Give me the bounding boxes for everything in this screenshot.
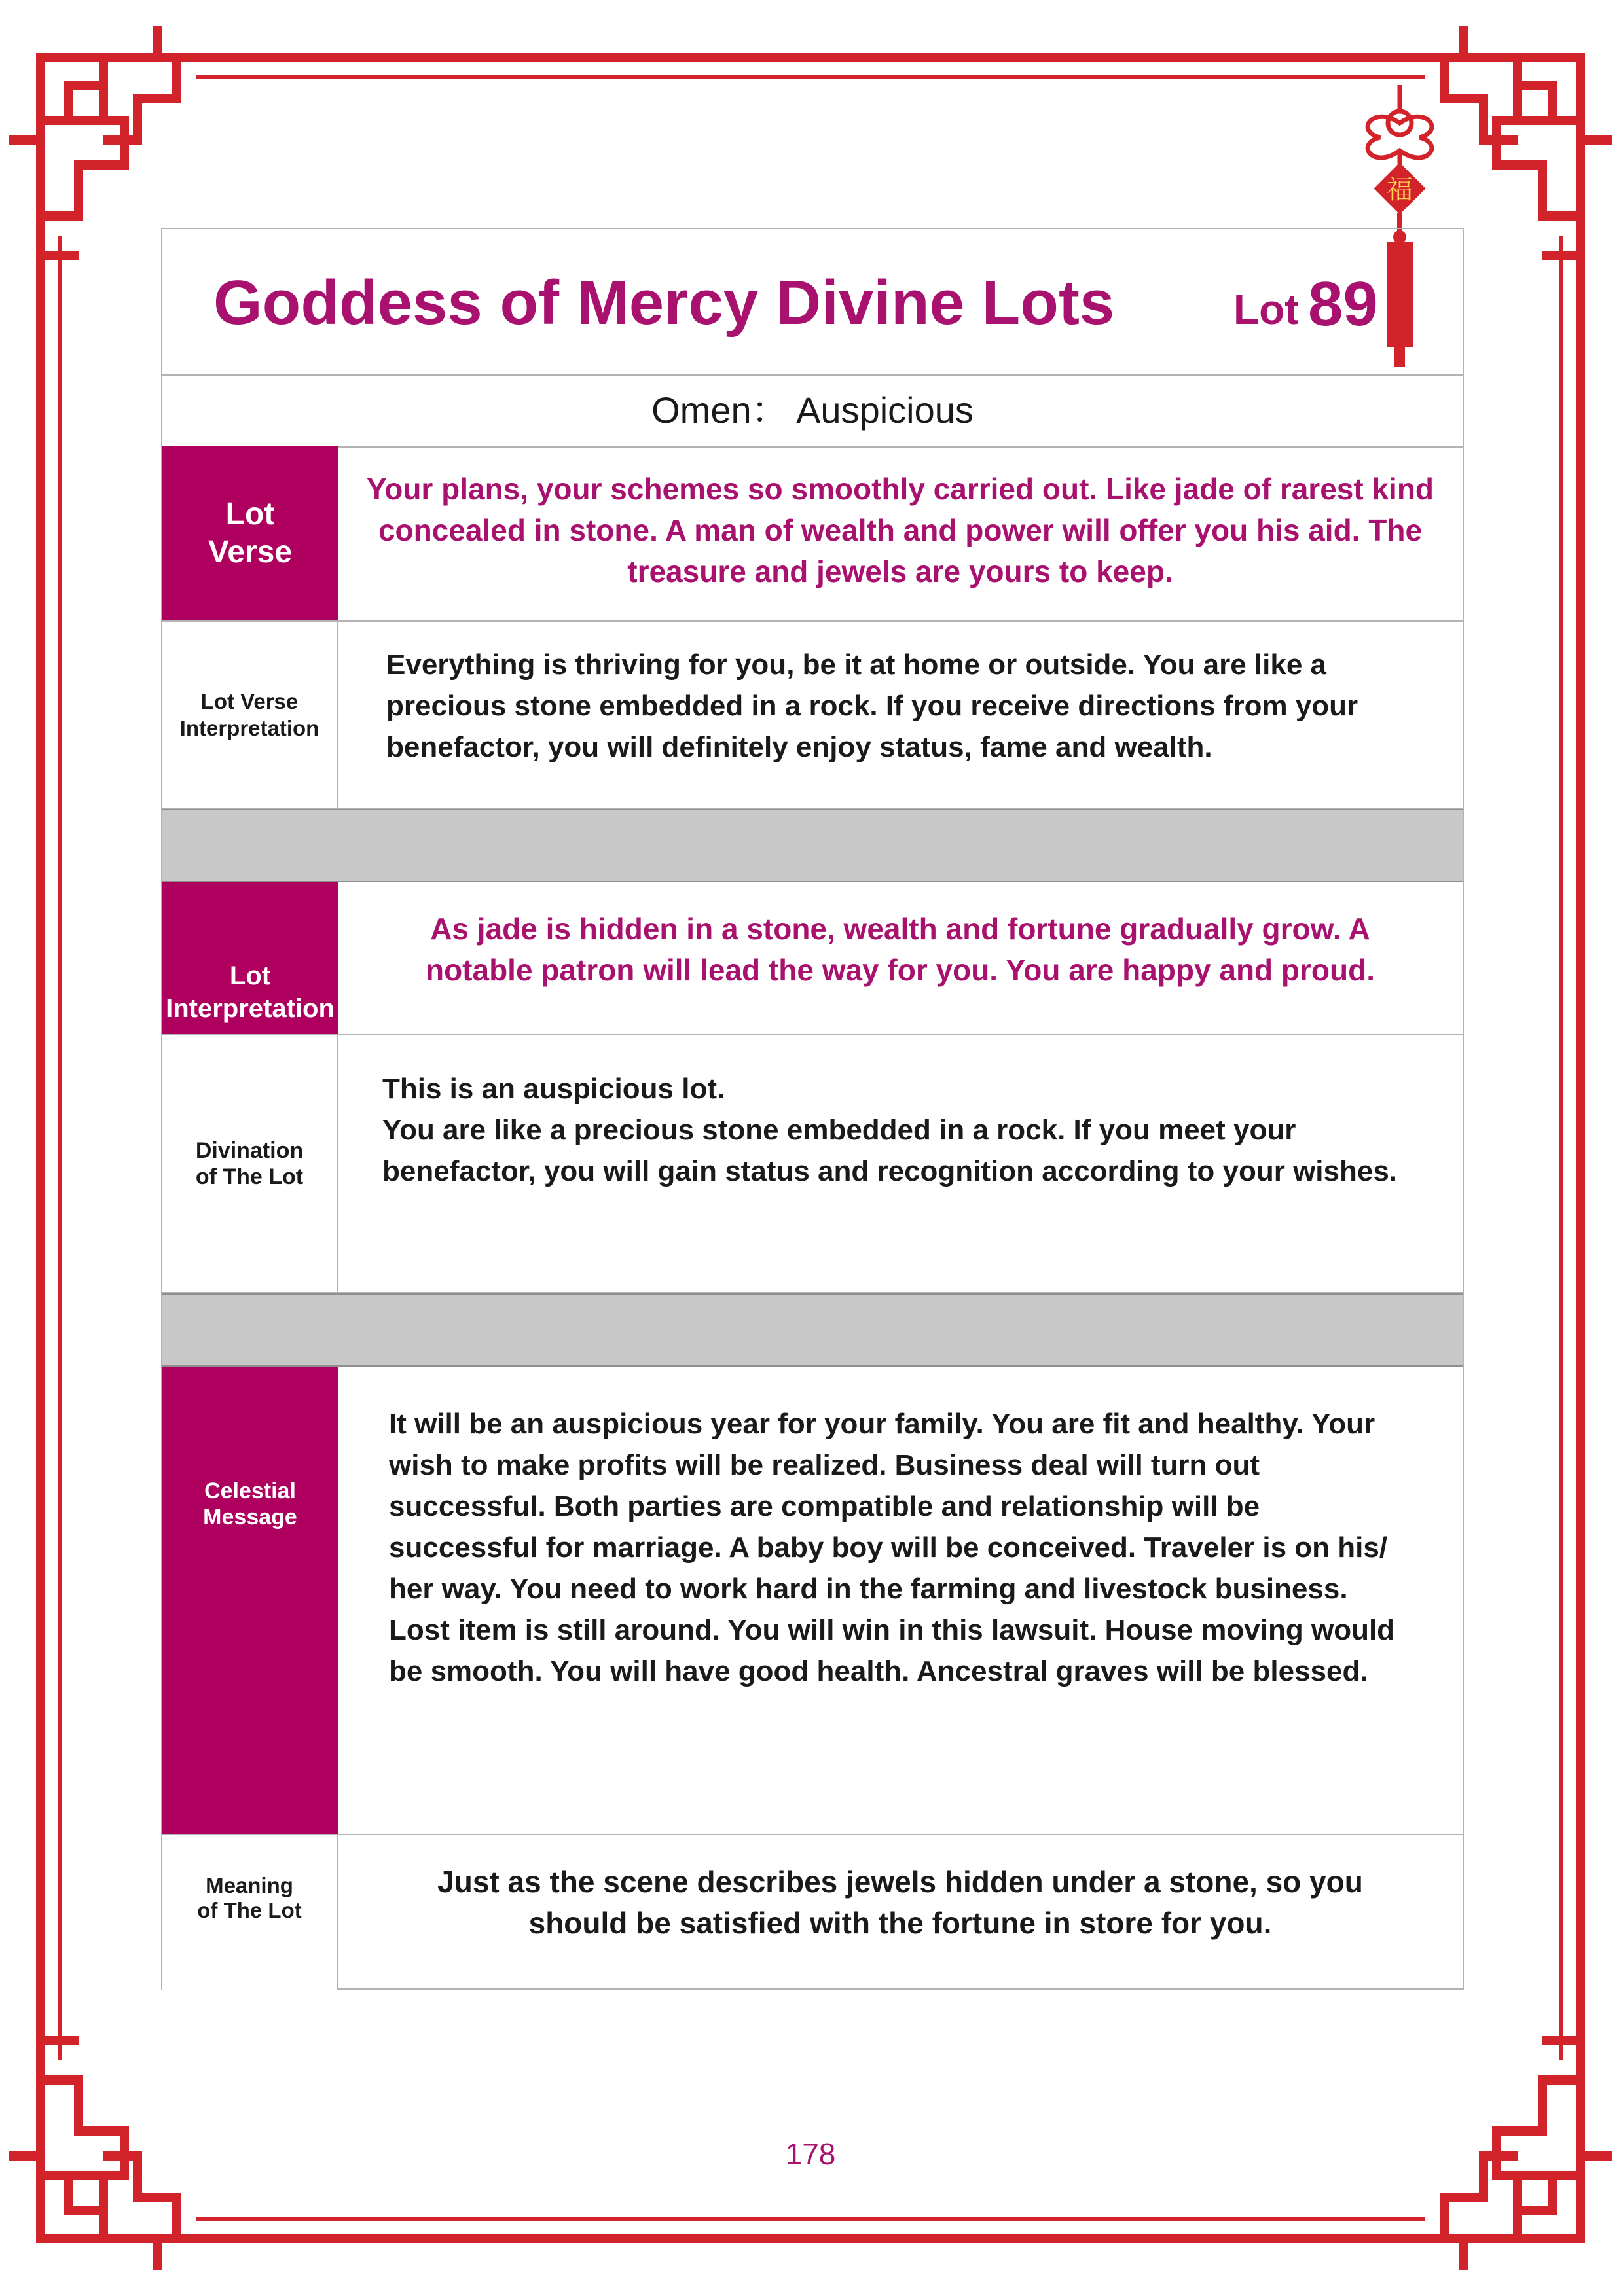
meaning-label [162,1835,338,1990]
svg-text:福: 福 [1387,175,1413,205]
lot-interpretation-label-line2: Interpretation [166,994,335,1023]
celestial-row [162,1367,1463,1835]
verse-interpretation-label-line2: Interpretation [179,716,319,740]
lot-verse-label-line1: Lot [225,497,275,531]
divination-label-line2: of The Lot [195,1164,304,1189]
divination-label [162,1035,338,1292]
meaning-row [162,1835,1463,1990]
celestial-label [162,1367,338,1834]
lot-interpretation-label-line1: Lot [229,961,271,990]
page-title: Goddess of Mercy Divine Lots [213,268,1115,338]
meaning-text: Just as the scene describes jewels hidden under a stone, so you should be satisfied with the fortune in store for you. [437,1865,1363,1940]
lot-interpretation-text: As jade is hidden in a stone, wealth and fortune gradually grow. A notable patron will lead the way for you. You are happy and proud. [425,912,1375,987]
divination-label-line1: Divination [195,1138,304,1163]
celestial-text: It will be an auspicious year for your family. You are fit and healthy. Your wish to make profits will be realized. Business deal will turn out successful. Both parties are compatible and relationship will be successful for marriage. A baby boy will be conceived. Traveler is on his/ her way. You need to work hard in the farming and livestock business. Lost item is still around. You will win in this lawsuit. House moving would be smooth. You will have good health. Ancestral graves will be blessed. [389,1408,1395,1687]
divination-row [162,1035,1463,1293]
lot-verse-text: Your plans, your schemes so smoothly carried out. Like jade of rarest kind concealed in stone. A man of wealth and power will offer you his aid. The treasure and jewels are yours to keep. [366,472,1434,588]
page-number: 178 [785,2137,836,2171]
lot-label: Lot [1233,286,1299,333]
celestial-label-line1: Celestial [204,1479,296,1503]
divination-body [338,1035,1463,1292]
section-divider [162,809,1463,882]
omen-line: Omen： Auspicious [162,374,1463,448]
lot-verse-label [162,446,338,620]
lot-interpretation-label [162,882,338,1034]
lot-interpretation-row [162,882,1463,1035]
section-divider-2 [162,1293,1463,1367]
meaning-label-line2: of The Lot [197,1898,302,1922]
divination-line2: You are like a precious stone embedded in a rock. If you meet your benefactor, you will gain status and recognition according to your wishes. [382,1114,1398,1187]
divination-line1: This is an auspicious lot. [382,1073,725,1105]
document-header [162,229,1463,376]
lot-document [161,228,1464,1990]
meaning-label-line1: Meaning [206,1873,293,1897]
lot-verse-label-line2: Verse [208,535,293,569]
verse-interpretation-row [162,622,1463,809]
lot-verse-row [162,446,1463,622]
verse-interpretation-text: Everything is thriving for you, be it at home or outside. You are like a precious stone embedded in a rock. If you receive directions from your benefactor, you will definitely enjoy status, fame and wealth. [386,649,1358,763]
verse-interpretation-label-line1: Lot Verse [200,689,299,713]
lot-number: 89 [1308,269,1378,339]
celestial-label-line2: Message [203,1505,297,1530]
verse-interpretation-label [162,622,338,808]
